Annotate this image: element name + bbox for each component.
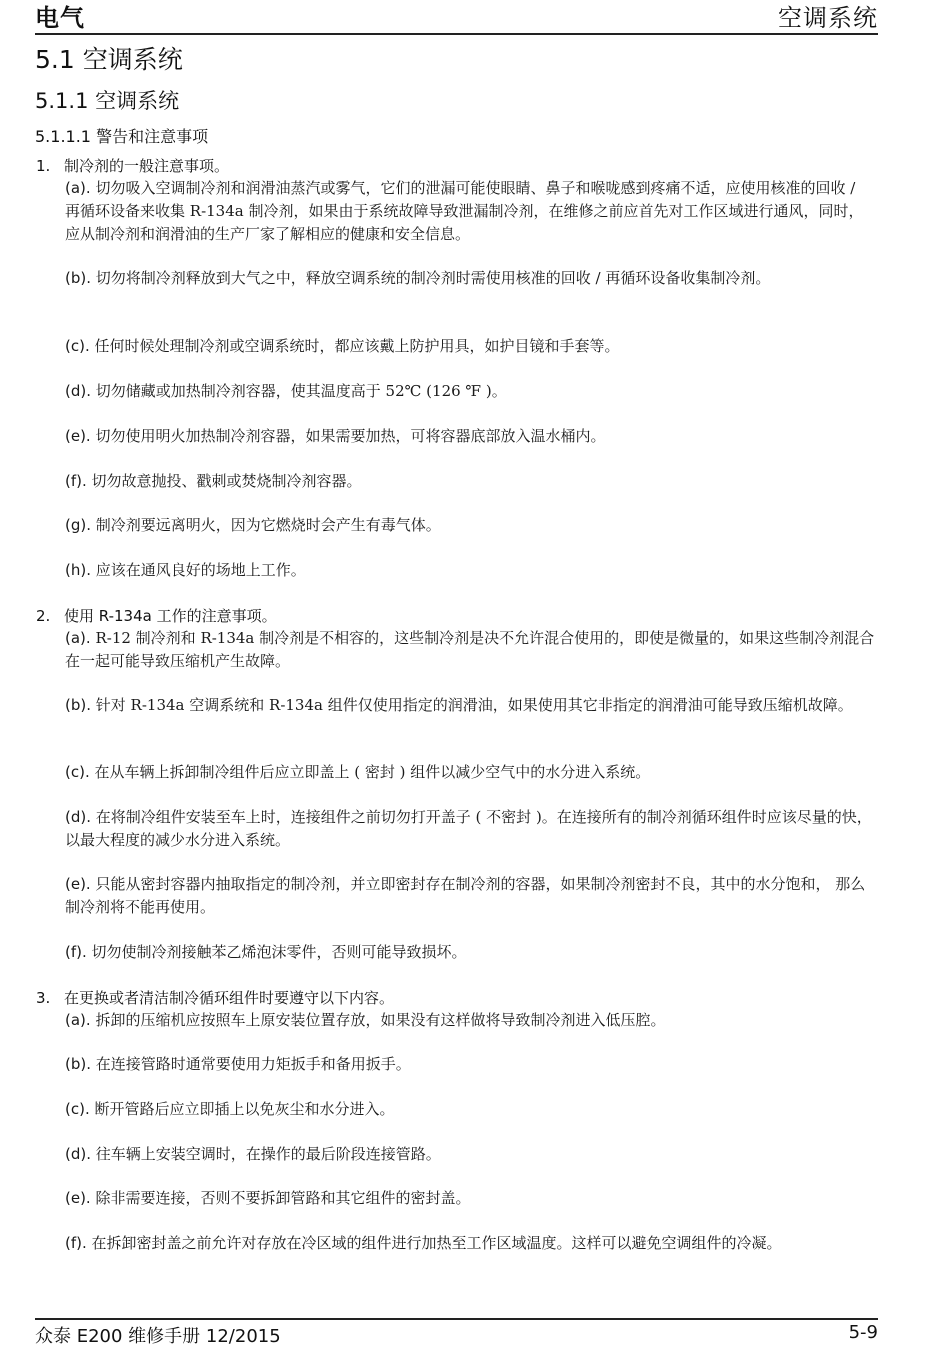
item-text: 切勿故意抛投、戳刺或焚烧制冷剂容器。 xyxy=(91,472,362,490)
item-text: 制冷剂要远离明火，因为它燃烧时会产生有毒气体。 xyxy=(95,516,441,534)
list-item xyxy=(65,177,875,246)
item-text: 在连接管路时通常要使用力矩扳手和备用扳手。 xyxy=(95,1055,411,1073)
item-text: 在从车辆上拆卸制冷组件后应立即盖上 ( 密封 ) 组件以减少空气中的水分进入系统。 xyxy=(94,763,651,781)
section-number: 3. xyxy=(36,989,51,1007)
item-letter: (h). xyxy=(65,561,91,579)
item-text: 切勿使用明火加热制冷剂容器，如果需要加热，可将容器底部放入温水桶内。 xyxy=(95,427,606,445)
list-item xyxy=(65,1098,875,1121)
item-text: 切勿将制冷剂释放到大气之中，释放空调系统的制冷剂时需使用核准的回收 / 再循环设备收集制冷剂。 xyxy=(95,269,771,287)
header-section: 空调系统 xyxy=(778,4,878,32)
section-title xyxy=(36,605,277,626)
header-chapter: 电气 xyxy=(35,4,85,32)
item-text: 应该在通风良好的场地上工作。 xyxy=(95,561,306,579)
item-text: 拆卸的压缩机应按照车上原安装位置存放，如果没有这样做将导致制冷剂进入低压腔。 xyxy=(95,1011,666,1029)
list-item xyxy=(65,806,875,852)
heading-level-3: 5.1.1.1 警告和注意事项 xyxy=(35,127,209,146)
list-item xyxy=(65,941,875,964)
list-item xyxy=(65,694,875,717)
list-item xyxy=(65,425,875,448)
list-item xyxy=(65,267,875,290)
list-item xyxy=(65,470,875,493)
item-letter: (b). xyxy=(65,696,91,714)
item-letter: (f). xyxy=(65,472,87,490)
item-text: R-12 制冷剂和 R-134a 制冷剂是不相容的，这些制冷剂是决不允许混合使用的，即使是微量的，如果这些制冷剂混合在一起可能导致压缩机产生故障。 xyxy=(65,629,875,670)
section-title xyxy=(36,155,229,176)
item-text: 在拆卸密封盖之前允许对存放在冷区域的组件进行加热至工作区域温度。这样可以避免空调组件的冷凝。 xyxy=(91,1234,782,1252)
item-letter: (a). xyxy=(65,1011,91,1029)
item-letter: (g). xyxy=(65,516,91,534)
list-item xyxy=(65,380,875,403)
section-number: 1. xyxy=(36,157,51,175)
list-item xyxy=(65,1053,875,1076)
list-item xyxy=(65,1009,875,1032)
item-text: 除非需要连接，否则不要拆卸管路和其它组件的密封盖。 xyxy=(95,1189,471,1207)
list-item xyxy=(65,761,875,784)
section-title xyxy=(36,987,394,1008)
item-letter: (b). xyxy=(65,1055,91,1073)
section-title-text: 制冷剂的一般注意事项。 xyxy=(64,157,230,175)
item-letter: (f). xyxy=(65,1234,87,1252)
footer-manual-title: 众泰 E200 维修手册 12/2015 xyxy=(35,1326,281,1347)
item-letter: (e). xyxy=(65,427,91,445)
list-item xyxy=(65,1187,875,1210)
page-number: 5-9 xyxy=(848,1322,878,1343)
item-letter: (d). xyxy=(65,808,91,826)
heading-level-1: 5.1 空调系统 xyxy=(35,45,183,74)
item-text: 切勿储藏或加热制冷剂容器，使其温度高于 52℃ (126 ℉ )。 xyxy=(95,382,507,400)
item-letter: (b). xyxy=(65,269,91,287)
item-text: 在将制冷组件安装至车上时，连接组件之前切勿打开盖子 ( 不密封 )。在连接所有的制冷剂循环组件时应该尽量的快，以最大程度的减少水分进入系统。 xyxy=(65,808,872,849)
page-footer xyxy=(35,1318,878,1350)
item-text: 任何时候处理制冷剂或空调系统时，都应该戴上防护用具，如护目镜和手套等。 xyxy=(94,337,620,355)
list-item xyxy=(65,559,875,582)
item-letter: (a). xyxy=(65,179,91,197)
item-letter: (c). xyxy=(65,763,90,781)
list-item xyxy=(65,335,875,358)
item-letter: (f). xyxy=(65,943,87,961)
heading-level-2: 5.1.1 空调系统 xyxy=(35,89,180,113)
item-letter: (d). xyxy=(65,382,91,400)
item-text: 切勿吸入空调制冷剂和润滑油蒸汽或雾气，它们的泄漏可能使眼睛、鼻子和喉咙感到疼痛不适，应使用核准的回收 / 再循环设备来收集 R-134a 制冷剂，如果由于系统故障导致泄漏制冷剂，在维修之前应首先对工作区域进行通风，同时，应从制冷剂和润滑油的生产厂家了解相应的健康和安全信息。 xyxy=(65,179,864,243)
item-letter: (e). xyxy=(65,1189,91,1207)
item-letter: (c). xyxy=(65,1100,90,1118)
list-item xyxy=(65,873,875,919)
section-title-text: 在更换或者清洁制冷循环组件时要遵守以下内容。 xyxy=(64,989,395,1007)
section-title-text: 使用 R-134a 工作的注意事项。 xyxy=(64,607,277,625)
item-text: 针对 R-134a 空调系统和 R-134a 组件仅使用指定的润滑油，如果使用其它非指定的润滑油可能导致压缩机故障。 xyxy=(95,696,853,714)
item-letter: (c). xyxy=(65,337,90,355)
page-header xyxy=(35,0,878,35)
item-letter: (e). xyxy=(65,875,91,893)
item-letter: (a). xyxy=(65,629,91,647)
item-text: 切勿使制冷剂接触苯乙烯泡沫零件，否则可能导致损坏。 xyxy=(91,943,467,961)
item-text: 往车辆上安装空调时，在操作的最后阶段连接管路。 xyxy=(95,1145,441,1163)
item-text: 断开管路后应立即插上以免灰尘和水分进入。 xyxy=(94,1100,395,1118)
list-item xyxy=(65,1143,875,1166)
item-letter: (d). xyxy=(65,1145,91,1163)
list-item xyxy=(65,1232,875,1255)
list-item xyxy=(65,627,875,673)
item-text: 只能从密封容器内抽取指定的制冷剂，并立即密封存在制冷剂的容器，如果制冷剂密封不良，其中的水分饱和， 那么制冷剂将不能再使用。 xyxy=(65,875,866,916)
list-item xyxy=(65,514,875,537)
section-number: 2. xyxy=(36,607,51,625)
